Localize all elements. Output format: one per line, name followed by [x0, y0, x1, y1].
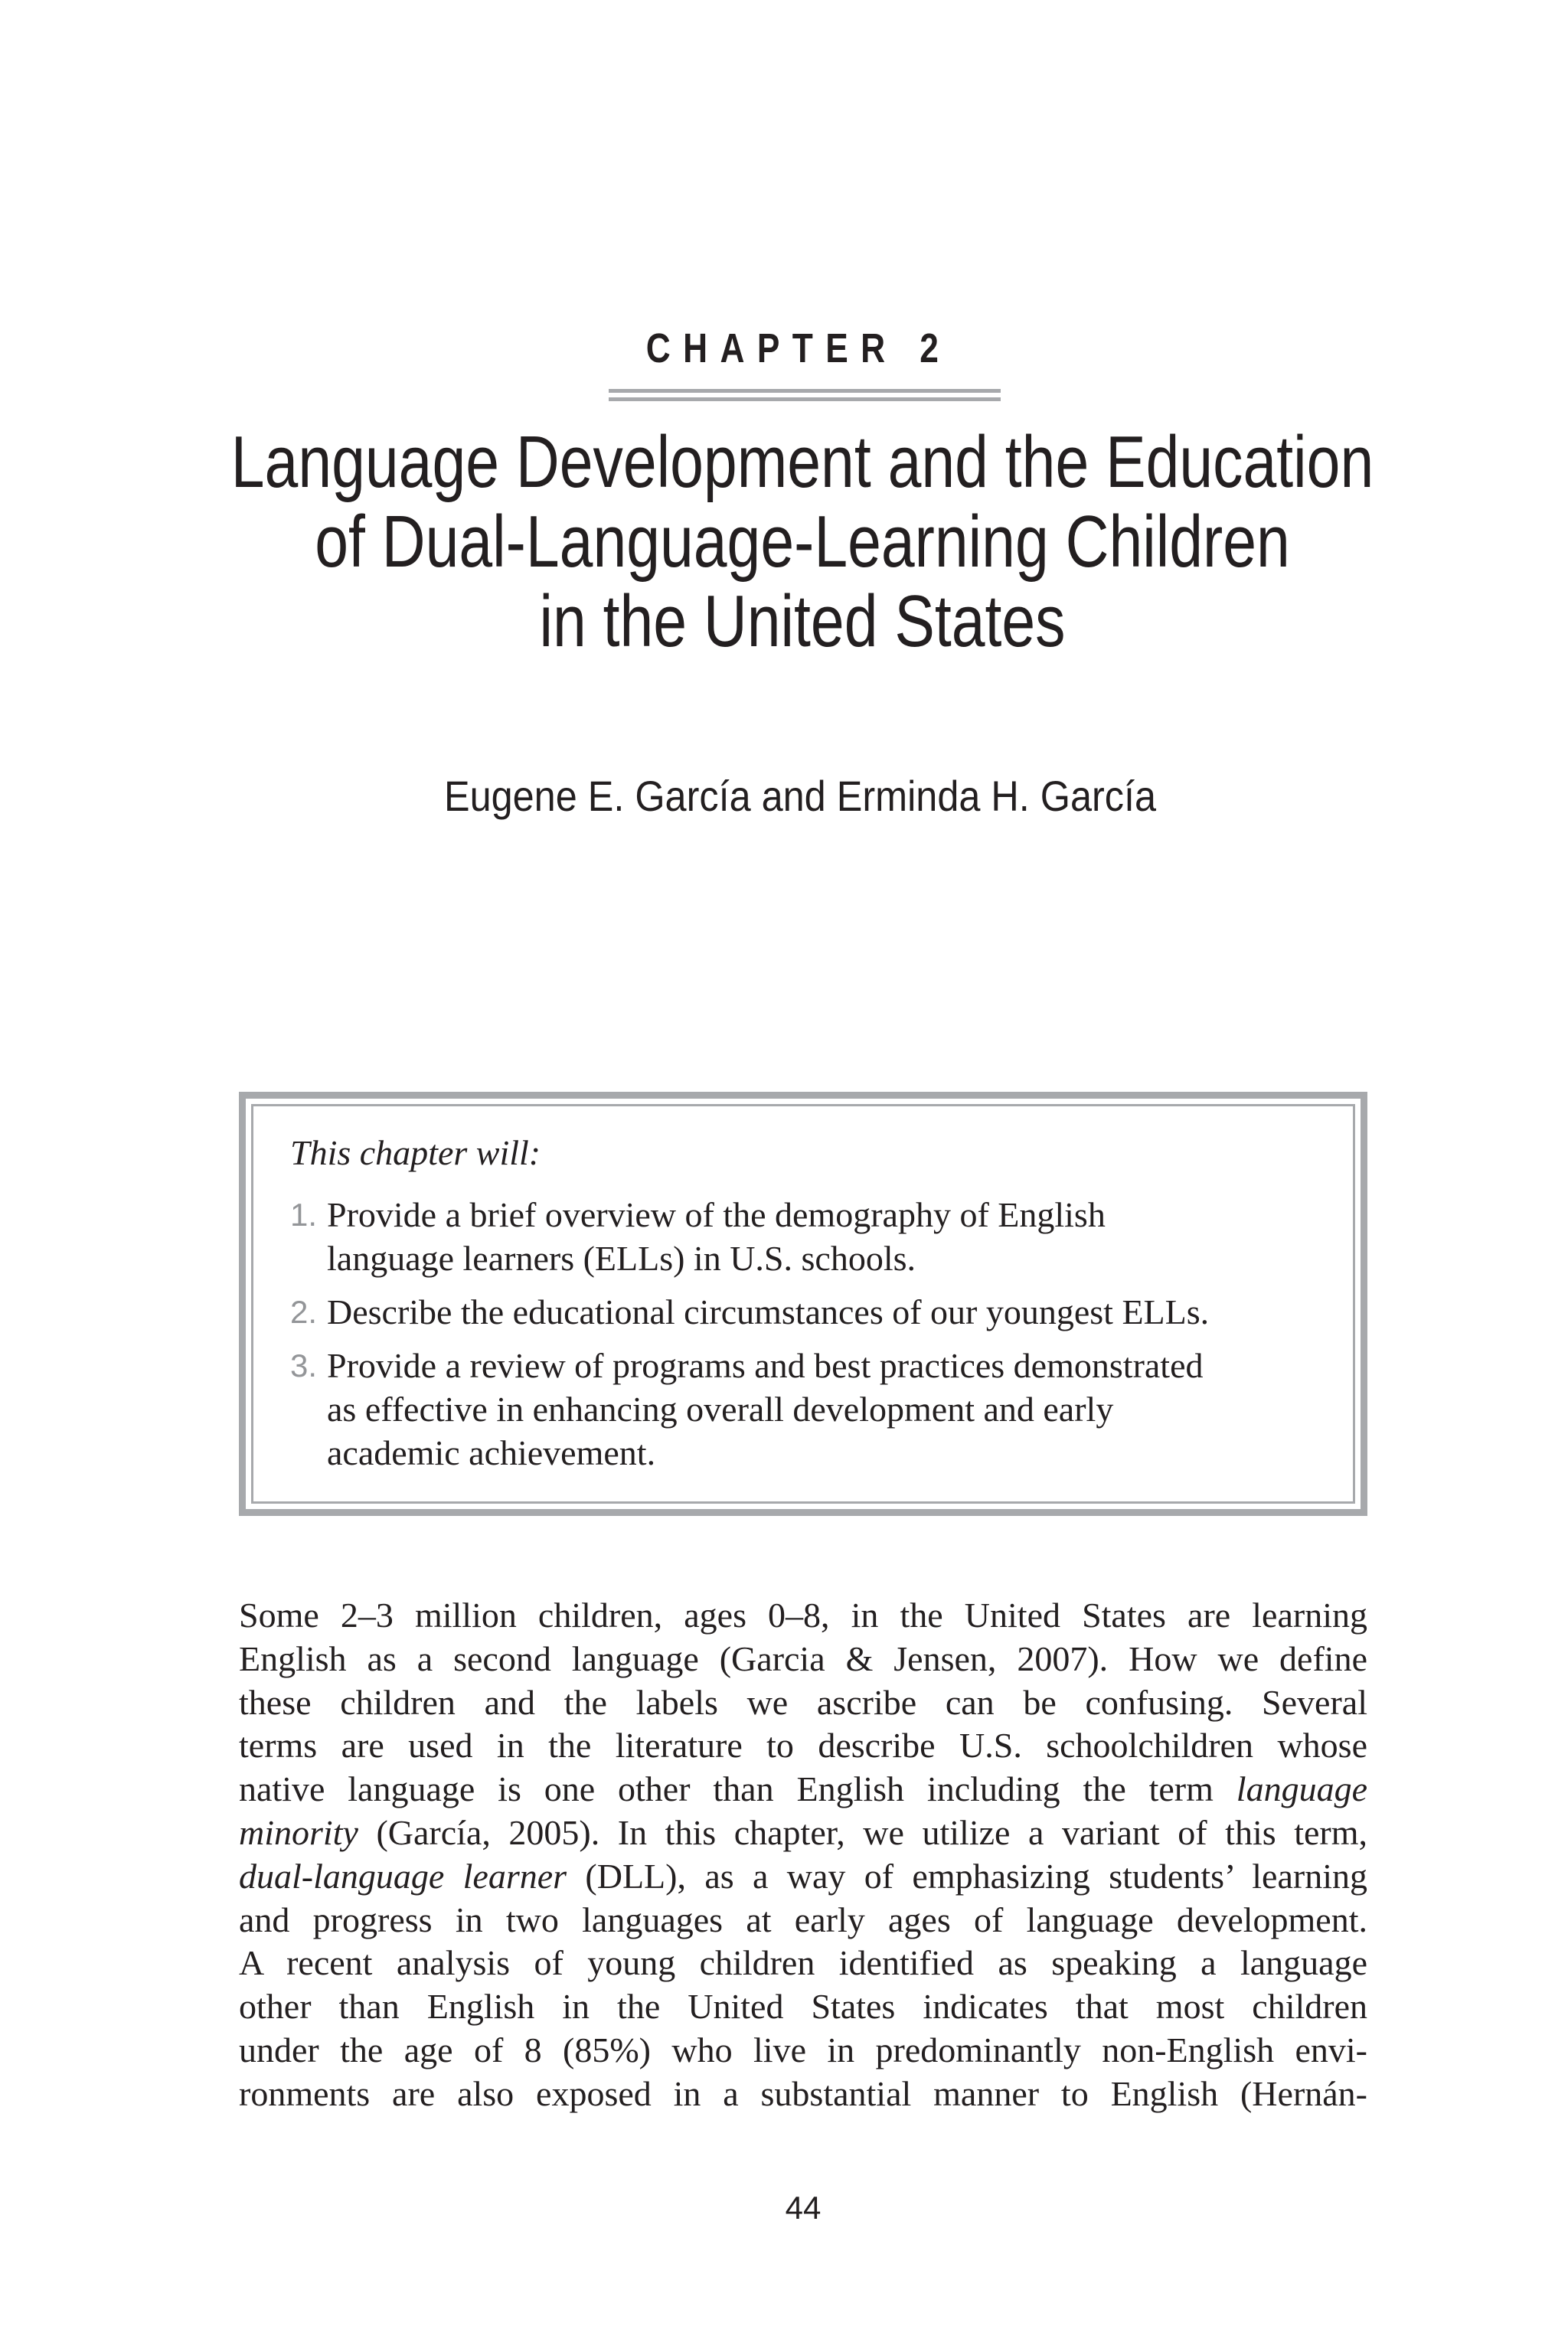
- objective-text-line: Provide a brief overview of the demography of English: [327, 1195, 1106, 1234]
- chapter-rule-bottom: [609, 397, 1001, 401]
- objective-text-line: Describe the educational circumstances of our youngest ELLs.: [327, 1292, 1210, 1331]
- objective-number: 2.: [290, 1294, 318, 1330]
- chapter-title-line: Language Development and the Education: [230, 421, 1374, 503]
- objective-text-line: Provide a review of programs and best practices demonstrated: [327, 1346, 1204, 1385]
- body-text-segment: and progress in two languages at early ages of language development.: [239, 1900, 1367, 1939]
- objectives-box-inner: [251, 1104, 1355, 1504]
- body-text-segment: other than English in the United States indicates that most children: [239, 1987, 1367, 2027]
- objectives-list: [290, 1193, 1322, 1475]
- objectives-box: [239, 1092, 1367, 1516]
- objective-text-line: academic achievement.: [327, 1433, 656, 1472]
- objective-item-3: [290, 1344, 1322, 1475]
- body-italic-term: minority: [239, 1812, 358, 1852]
- objective-item-1: [290, 1193, 1322, 1280]
- body-text-segment: native language is one other than English including the term: [239, 1769, 1236, 1809]
- body-text-segment: English as a second language (Garcia & Jensen, 2007). How we define: [239, 1638, 1367, 1678]
- body-text-segment: under the age of 8 (85%) who live in predominantly non-English envi-: [239, 2030, 1367, 2069]
- body-text-line: [239, 1811, 1367, 1855]
- objective-number: 1.: [290, 1197, 318, 1233]
- objective-item-2: [290, 1290, 1322, 1334]
- body-text-segment: Some 2–3 million children, ages 0–8, in the United States are learning: [239, 1596, 1367, 1635]
- body-text-line: [239, 1594, 1367, 1638]
- body-text-line: [239, 1985, 1367, 2029]
- chapter-title: [145, 423, 1461, 662]
- objective-text-line: language learners (ELLs) in U.S. schools.: [327, 1239, 916, 1278]
- body-text-line: [239, 2029, 1367, 2073]
- body-text-segment: ronments are also exposed in a substantial manner to English (Hernán-: [239, 2073, 1367, 2113]
- objective-number: 3.: [290, 1348, 318, 1383]
- body-text-segment: (García, 2005). In this chapter, we utilize a variant of this term,: [358, 1812, 1367, 1852]
- body-text-segment: terms are used in the literature to describe U.S. schoolchildren whose: [239, 1726, 1367, 1766]
- body-text-segment: A recent analysis of young children identified as speaking a language: [239, 1943, 1367, 1983]
- body-text-line: [239, 1855, 1367, 1899]
- body-text-line: [239, 1899, 1367, 1942]
- body-text-segment: these children and the labels we ascribe can be confusing. Several: [239, 1682, 1367, 1722]
- body-text-line: [239, 1768, 1367, 1811]
- body-text-line: [239, 2073, 1367, 2116]
- body-italic-term: language: [1236, 1769, 1367, 1809]
- chapter-authors: Eugene E. García and Erminda H. García: [443, 772, 1157, 820]
- body-text-line: [239, 1638, 1367, 1681]
- body-text-line: [239, 1681, 1367, 1725]
- chapter-title-line: of Dual-Language-Learning Children: [315, 501, 1290, 583]
- chapter-rule-top: [609, 389, 1001, 393]
- chapter-title-line: in the United States: [539, 580, 1066, 662]
- body-italic-term: dual-language learner: [239, 1856, 567, 1896]
- objective-text-line: as effective in enhancing overall development and early: [327, 1390, 1114, 1429]
- body-text-line: [239, 1724, 1367, 1768]
- page-number: 44: [785, 2190, 822, 2226]
- chapter-label: CHAPTER 2: [645, 325, 952, 371]
- body-paragraph: [239, 1594, 1367, 2116]
- body-text-line: [239, 1942, 1367, 1985]
- body-text-segment: (DLL), as a way of emphasizing students’ learning: [567, 1856, 1367, 1896]
- objectives-heading: This chapter will:: [290, 1133, 541, 1172]
